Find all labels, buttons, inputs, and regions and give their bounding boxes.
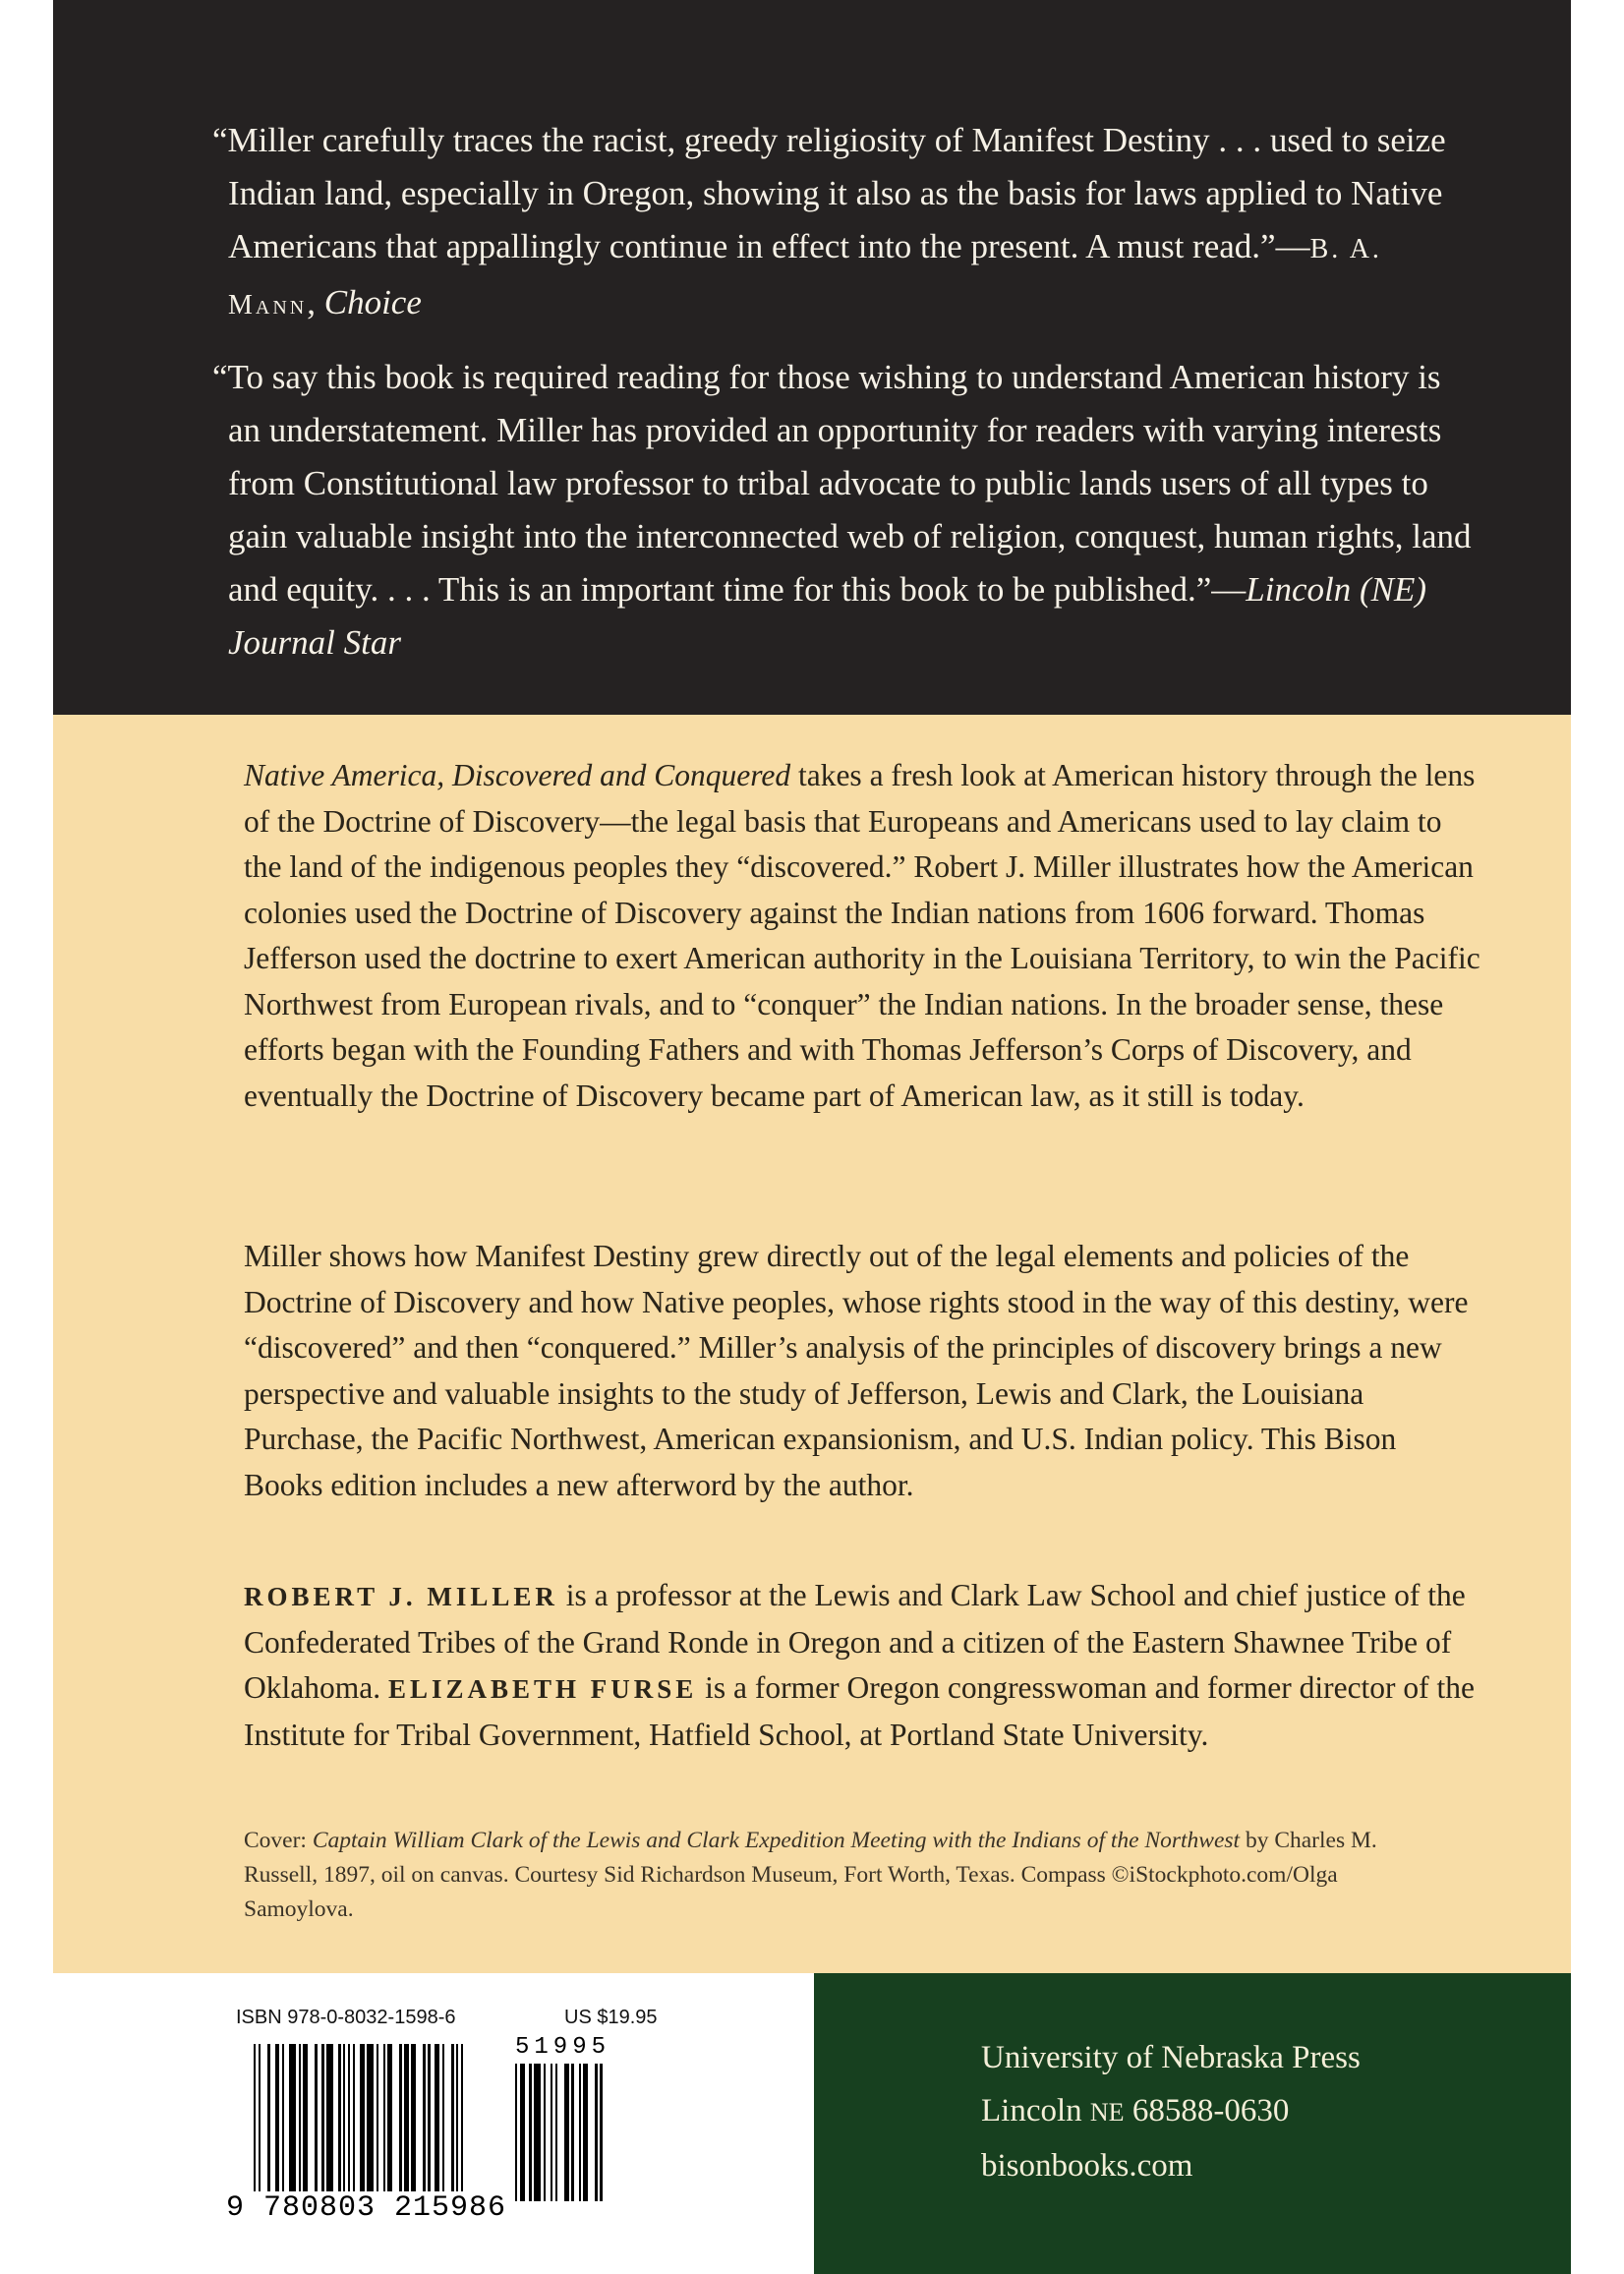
publisher-panel xyxy=(814,1973,1571,2274)
painting-title: Captain William Clark of the Lewis and Clark Expedition Meeting with the Indians of the Northwest xyxy=(312,1828,1241,1853)
price-addon-barcode xyxy=(515,2064,607,2201)
author-bios: ROBERT J. MILLER is a professor at the Lewis and Clark Law School and chief justice of the Confederated Tribes of the Grand Ronde in Oregon and a citizen of the Eastern Shawnee Tribe of Oklahoma. ELIZABETH FURSE is a former Oregon congresswoman and former director of the Institute for Tribal Government, Hatfield School, at Portland State University. xyxy=(244,1578,1476,1752)
barcode-bar xyxy=(308,2044,315,2191)
description-paragraph-1: Native America, Discovered and Conquered takes a fresh look at American history through the lens of the Doctrine of Discovery—the legal basis that Europeans and Americans used to lay claim to the land of the indigenous peoples they “discovered.” Robert J. Miller illustrates how the American colonies used the Doctrine of Discovery against the Indian nations from 1606 forward. Thomas Jefferson used the doctrine to exert American authority in the Louisiana Territory, to win the Pacific Northwest from European rivals, and to “conquer” the Indian nations. In the broader sense, these efforts began with the Founding Fathers and with Thomas Jefferson’s Corps of Discovery, and eventually the Doctrine of Discovery became part of American law, as it still is today. xyxy=(244,758,1480,1113)
publisher-name: University of Nebraska Press xyxy=(981,2040,1361,2075)
barcode-bar xyxy=(289,2044,296,2191)
review-quotes-panel xyxy=(53,0,1571,715)
publisher-address: Lincoln NE 68588-0630 xyxy=(981,2093,1290,2128)
isbn-number: ISBN 978-0-8032-1598-6 xyxy=(236,2007,456,2028)
author-name: ELIZABETH FURSE xyxy=(387,1674,698,1704)
review-quote-journal-star: “To say this book is required reading for those wishing to understand American history is an understatement. Miller has provided an opportunity for readers with varying interests from Constitutional law professor to tribal advocate to public lands users of all types to gain valuable insight into the interconnected web of religion, conquest, human rights, land and equity. . . . This is an important time for this book to be published.”—Lincoln (NE) Journal Star xyxy=(212,358,1472,662)
back-cover xyxy=(53,0,1571,2274)
description-paragraph-2: Miller shows how Manifest Destiny grew directly out of the legal elements and policies of the Doctrine of Discovery and how Native peoples, whose rights stood in the way of this destiny, were “discovered” and then “conquered.” Miller’s analysis of the principles of discovery brings a new perspective and valuable insights to the study of Jefferson, Lewis and Clark, the Louisiana Purchase, the Pacific Northwest, American expansionism, and U.S. Indian policy. This Bison Books edition includes a new afterword by the author. xyxy=(244,1239,1469,1502)
barcode-bar xyxy=(367,2044,374,2191)
barcode-bar xyxy=(461,2044,463,2191)
barcode-bar xyxy=(326,2044,333,2191)
barcode-bar xyxy=(603,2064,608,2201)
barcode-bar xyxy=(444,2044,451,2191)
author-name: ROBERT J. MILLER xyxy=(244,1582,558,1611)
quote-source: Lincoln (NE) Journal Star xyxy=(228,570,1427,662)
barcode-bar xyxy=(416,2044,423,2191)
barcode-bar xyxy=(588,2064,595,2201)
barcode-bar xyxy=(557,2064,564,2201)
cover-credit: Cover: Captain William Clark of the Lewis and Clark Expedition Meeting with the Indians of the Northwest by Charles M. Russell, 1897, oil on canvas. Courtesy Sid Richardson Museum, Fort Worth, Texas. Compass ©iStockphoto.com/Olga Samoylova. xyxy=(244,1828,1377,1922)
barcode-digits: 9 780803 215986 xyxy=(226,2191,507,2225)
barcode-bar xyxy=(534,2064,541,2201)
quote-source: Choice xyxy=(323,283,422,321)
price: US $19.95 xyxy=(564,2007,658,2028)
barcode-bar xyxy=(261,2044,267,2191)
review-quote-choice: “Miller carefully traces the racist, greedy religiosity of Manifest Destiny . . . used to seize Indian land, especially in Oregon, showing it also as the basis for laws applied to Native Americans that appallingly continue in effect into the present. A must read.”—B. A. Mann, Choice xyxy=(212,121,1446,321)
price-addon-digits: 51995 xyxy=(515,2034,611,2061)
quote-author: B. A. Mann xyxy=(228,234,1382,321)
book-title: Native America, Discovered and Conquered xyxy=(244,758,791,792)
barcode-area xyxy=(53,1973,814,2274)
publisher-website: bisonbooks.com xyxy=(981,2148,1193,2184)
isbn-barcode xyxy=(254,2044,463,2191)
barcode-bar xyxy=(392,2044,399,2191)
